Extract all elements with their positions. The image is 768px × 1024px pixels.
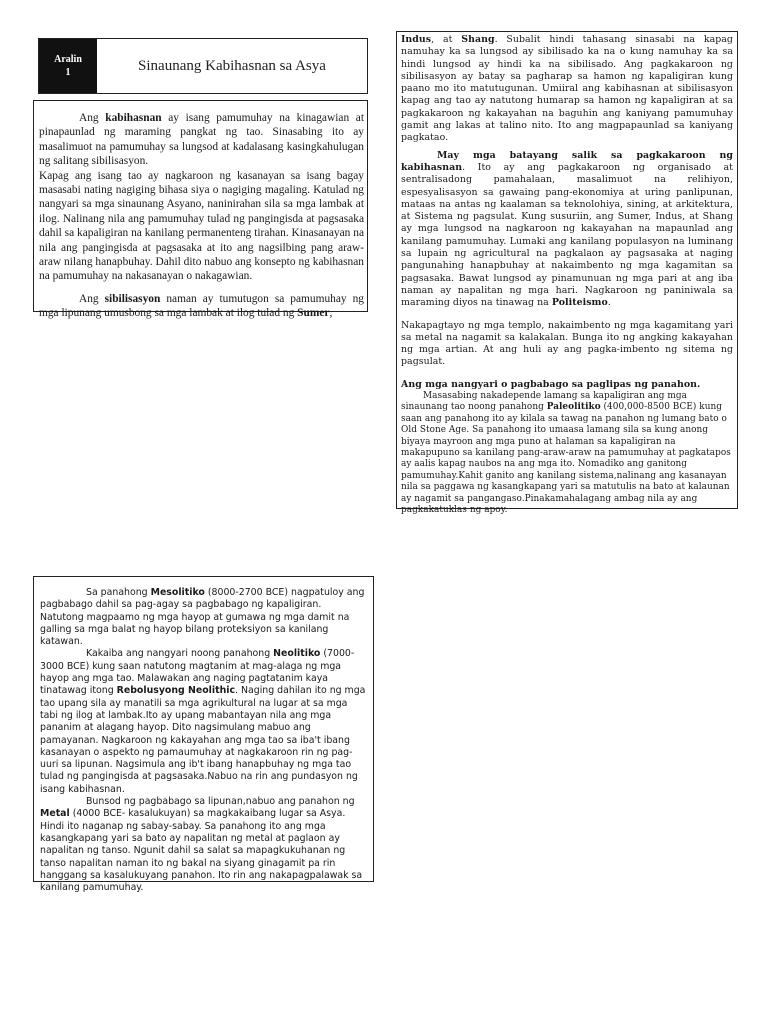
intro-paragraph-2: Kapag ang isang tao ay nagkaroon ng kasanayan sa isang bagay masasabi nating nagiging bihasa siya o nagiging magaling. Katulad ng nangyari sa mga sinaunang Asyano, naninirahan sila sa mga lambak at ilog. Nalinang nila ang pamumuhay tulad ng pangingisda at pagsasaka dahil sa kapaligiran na kanilang permanenteng tirahan. Kinasanayan na nila ang pangingisda at pagsasaka at ito ang nagsilbing pang araw-araw nilang hanapbuhay. Dahil dito nabuo ang konsepto ng kabihasnan na pamumuhay na nakasanayan o nakagawian. (39, 169, 364, 283)
text-span: Ang (79, 292, 105, 305)
term-paleolitiko: Paleolitiko (546, 402, 601, 413)
text-span: . Subalit hindi tahasang sinasabi na kapag namuhay ka sa lungsod ay sibilisado ka na o kung namuhay ka sa hindi lungsod ay hindi ka na sibilisado. Ang pagkakaroon ng sibilisasyon ay batay sa pagharap sa hamon ng kapaligiran kung paano mo ito matutugunan. Umiiral ang kabihasnan at sibilisasyon kapag ang tao ay natutong humarap sa hamon ng kapaligiran at sa pagkakaroon ng kakayahan na baguhin ang kaniyang pamumuhay gamit ang lakas at talino nito. Ito ang magpapaunlad sa kaniyang pagkatao. (401, 34, 733, 144)
term-mesolitiko: Mesolitiko (150, 587, 205, 598)
section-heading: Ang mga nangyari o pagbabago sa paglipas ng panahon. (401, 378, 701, 390)
right-paragraph-4 (401, 391, 733, 516)
text-span: (400,000-8500 BCE) kung saan ang panahong ito ay kilala sa tawag na panahon ng lumang bato o Old Stone Age. Sa panahong ito umaasa lamang sila sa kung anong biyaya mayroon ang mga puno at halaman sa kapaligiran na makapupuno sa kanilang pang-araw-araw na pamumuhay at pagkatapos ay aalis kapag naubos na ang mga ito. Nomadiko ang ganitong pamumuhay.Kahit ganito ang kanilang sistema,nalinang ang kasanayan nila sa paggawa ng kasangkapang yari sa matutulis na bato at kalaunan ay nagamit sa pangangaso.Pinakamahalagang ambag nila ay ang pagkakatuklas ng apoy. (401, 402, 731, 516)
text-span: (4000 BCE- kasalukuyan) sa magkakaibang lugar sa Asya. Hindi ito naganap ng sabay-sabay. Sa panahong ito ang mga kasangkapang yari sa bato ay napalitan ng metal at paglaon ay napalitan ng tanso. Ngunit dahil sa salat sa mapagkukuhanan ng tanso napalitan naman ito ng bakal na siyang ginagamit pa rin hanggang sa kasalukuyang panahon. Ito rin ang nakapagpalawak sa kanilang pamumuhay. (40, 808, 363, 894)
text-span: ay isang pamumuhay na kinagawian at pinapaunlad ng maraming pangkat ng tao. Sinasabing ito ay masalimuot na pamumuhay sa lungsod at kadalasang kasingkahulugan ng salitang sibilisasyon. (39, 112, 364, 168)
text-span: , (329, 307, 333, 320)
lesson-header (38, 38, 368, 94)
bottom-paragraph-3 (40, 796, 367, 894)
text-span: Masasabing nakadepende lamang sa kapaligiran ang mga sinaunang tao noong panahong (401, 391, 687, 413)
lesson-badge-number: 1 (65, 67, 71, 78)
bottom-paragraph-1 (40, 587, 367, 648)
term-neolitiko: Neolitiko (273, 648, 321, 660)
right-paragraph-3: Nakapagtayo ng mga templo, nakaimbento ng mga kagamitang yari sa metal na nagamit sa kalakalan. Bunga ito ng angking kakayahan ng mga artian. At ang huli ay ang pagka-imbento ng sitema ng pagsulat. (401, 319, 733, 368)
right-paragraph-1 (401, 34, 733, 145)
term-kabihasnan: kabihasnan (105, 112, 162, 124)
term-batayang-salik: May mga batayang salik sa pagkakaroon ng kabihasnan (401, 149, 733, 173)
right-paragraph-2 (401, 150, 733, 310)
term-politeismo: Politeismo (551, 297, 608, 309)
text-span: . (607, 297, 611, 309)
text-span: Ang (79, 112, 106, 124)
term-rebolusyong-neolithic: Rebolusyong Neolithic (116, 685, 236, 697)
bottom-box (33, 576, 374, 894)
text-span: Bunsod ng pagbabago sa lipunan,nabuo ang panahon ng (86, 796, 355, 808)
bottom-paragraph-2 (40, 648, 367, 796)
text-span: naman ay tumutugon sa pamumuhay ng mga lipunang umusbong sa mga lambak at ilog tulad ng (39, 292, 365, 320)
term-metal: Metal (40, 808, 70, 820)
text-span: Kakaiba ang nangyari noong panahong (86, 648, 274, 660)
text-span: . Ito ay ang pagkakaroon ng organisado at sentralisadong pamahalaan, masalimuot na relihiyon, espesyalisasyon sa gawaing pang-ekonomiya at uring panlipunan, mataas na antas ng kaalaman sa teknolohiya, sining, at arkitektura, at Sistema ng pagsulat. Kung susuriin, ang Sumer, Indus, at Shang ay mga lungsod na nagkaroon ng kakayahan na mapaunlad ang kanilang pamumuhay. Lumaki ang kanilang populasyon na luminang sa lupain ng agricultural na pagkalaon ay pagsasaka at naging pangunahing hanapbuhay at nakaimbento ng mga kagamitan sa pagsasaka. Bawat lungsod ay pinamunuan ng mga pari at ang iba naman ay napalitan ng mga hari. Nagkaroon ng paniniwala sa maraming diyos na tinawag na (401, 161, 733, 309)
intro-box (33, 100, 368, 320)
term-shang: Shang (461, 34, 495, 45)
intro-paragraph-3 (39, 292, 364, 321)
lesson-title: Sinaunang Kabihasnan sa Asya (138, 57, 326, 74)
text-span: (8000-2700 BCE) nagpatuloy ang pagbabago dahil sa pag-agay sa pagbabago ng kapaligiran. Natutong magpaamo ng mga hayop at gumawa ng mga damit na galling sa mga balat ng hayop bilang proteksiyon sa kanilang katawan. (40, 587, 365, 648)
lesson-badge (39, 39, 97, 93)
term-indus: Indus (401, 34, 432, 45)
text-span: Sa panahong (86, 587, 151, 598)
text-span: . Naging dahilan ito ng mga tao upang sila ay manatili sa mga agrikultural na lugar at sa mga tabi ng ilog at lambak.Ito ay upang mabantayan nila ang mga pananim at alagang hayop. Dito nagsimulang mabuo ang pamayanan. Nagkaroon ng kakayahan ang mga tao sa iba't ibang kasanayan o aspekto ng pamaumuhay at nagkakaroon rin ng pag-uuri sa lipunan. Nagsimula ang ib't ibang hanapbuhay ng mga tao tulad ng pangingisda at pagsasaka.Nabuo na rin ang pundasyon ng isang kabihasnan. (40, 685, 366, 795)
text-span: , at (431, 34, 462, 45)
text-span: (7000-3000 BCE) kung saan natutong magtanim at mag-alaga ng mga hayop ang mga tao. Malawakan ang naging pagtatanim kaya tinatawag itong (40, 648, 355, 697)
term-sibilisasyon: sibilisasyon (104, 292, 161, 305)
intro-paragraph-1 (39, 111, 364, 169)
term-sumer: Sumer (297, 307, 330, 320)
lesson-badge-label: Aralin (54, 54, 82, 65)
right-column-box (396, 31, 738, 516)
